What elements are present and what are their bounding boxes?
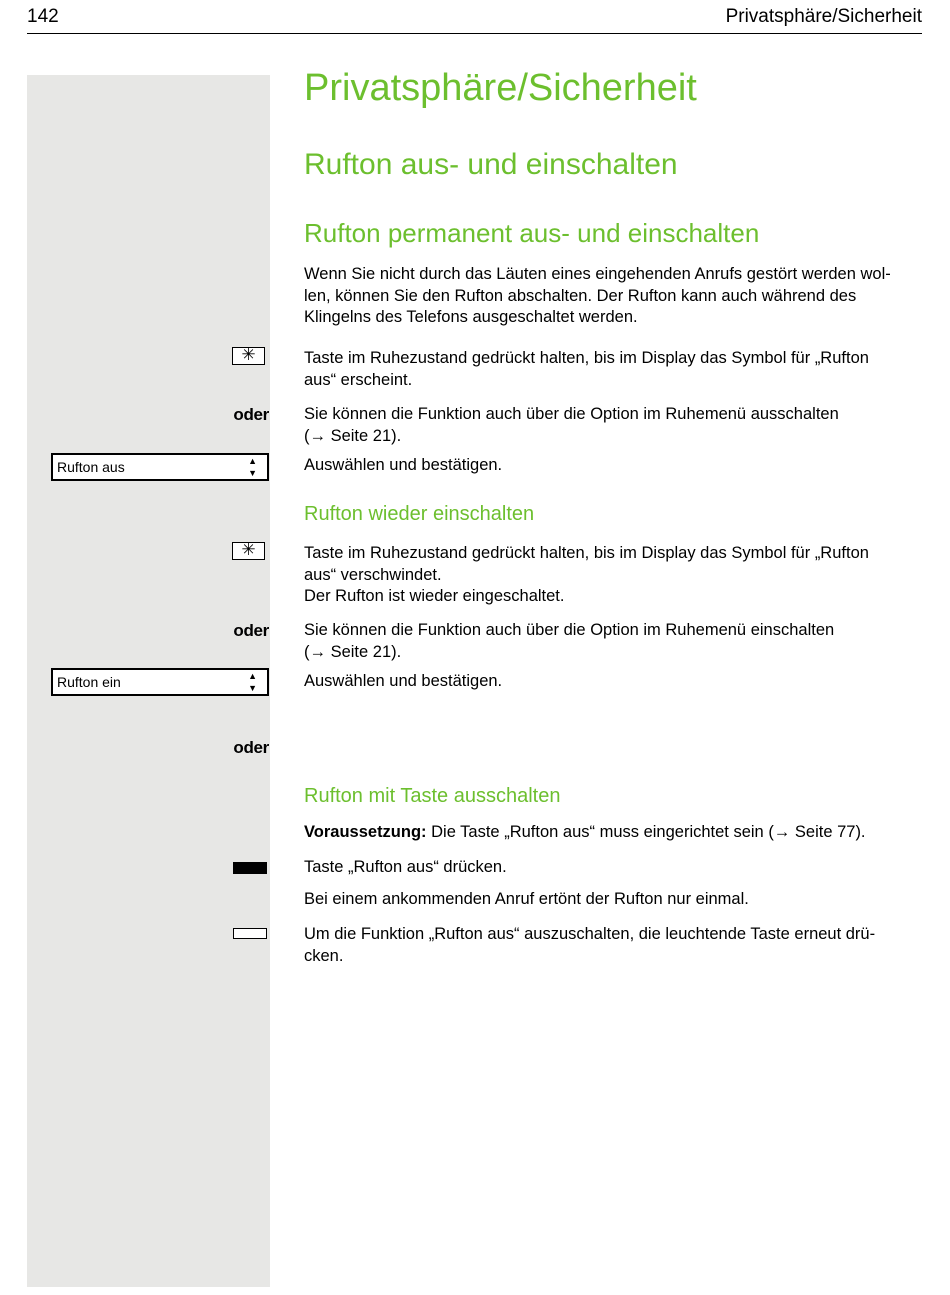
- star-key-icon: ✳: [232, 542, 265, 560]
- menu-item-rufton-aus[interactable]: [51, 453, 269, 481]
- scroll-arrows-icon: ▲ ▼: [248, 671, 257, 693]
- step-hold-star-on: Taste im Ruhezustand gedrückt halten, bis im Display das Symbol für „Rufton aus“ verschwindet. Der Rufton ist wieder eingeschaltet.: [304, 544, 869, 605]
- oder-label: oder: [233, 738, 269, 757]
- function-key-lit-icon: [233, 862, 267, 874]
- menu-item-rufton-ein[interactable]: [51, 668, 269, 696]
- page-title: Privatsphäre/Sicherheit: [304, 67, 697, 109]
- running-header: Privatsphäre/Sicherheit: [725, 6, 922, 27]
- step-select-confirm-off: Auswählen und bestätigen.: [304, 456, 503, 474]
- prerequisite-text: Voraussetzung: Die Taste „Rufton aus“ muss eingerichtet sein (→ Seite 77).: [304, 823, 866, 841]
- page-number: 142: [27, 6, 59, 27]
- menu-item-label: Rufton aus: [57, 459, 125, 475]
- step-ring-once: Bei einem ankommenden Anruf ertönt der Rufton nur einmal.: [304, 890, 749, 908]
- chapter-heading: Rufton aus- und einschalten: [304, 148, 678, 181]
- oder-label: oder: [233, 621, 269, 640]
- step-menu-off: Sie können die Funktion auch über die Option im Ruhemenü ausschalten (→ Seite 21).: [304, 405, 839, 445]
- function-key-unlit-icon: [233, 928, 267, 939]
- star-key-icon: ✳: [232, 347, 265, 365]
- section-heading-permanent: Rufton permanent aus- und einschalten: [304, 218, 760, 248]
- section-heading-key: Rufton mit Taste ausschalten: [304, 785, 561, 807]
- section-heading-on: Rufton wieder einschalten: [304, 503, 535, 525]
- oder-label: oder: [233, 405, 269, 424]
- step-press-key-again: Um die Funktion „Rufton aus“ auszuschalten, die leuchtende Taste erneut drü- cken.: [304, 925, 876, 965]
- step-select-confirm-on: Auswählen und bestätigen.: [304, 672, 503, 690]
- step-press-key: Taste „Rufton aus“ drücken.: [304, 858, 507, 876]
- intro-paragraph: Wenn Sie nicht durch das Läuten eines eingehenden Anrufs gestört werden wol- len, können Sie den Rufton abschalten. Der Rufton kann auch während des Klingelns des Telefons ausgeschaltet werden.: [304, 265, 891, 326]
- menu-item-label: Rufton ein: [57, 674, 121, 690]
- step-menu-on: Sie können die Funktion auch über die Option im Ruhemenü einschalten (→ Seite 21).: [304, 621, 835, 661]
- header-rule: [27, 33, 922, 34]
- step-hold-star-off: Taste im Ruhezustand gedrückt halten, bis im Display das Symbol für „Rufton aus“ erscheint.: [304, 349, 869, 389]
- scroll-arrows-icon: ▲ ▼: [248, 456, 257, 478]
